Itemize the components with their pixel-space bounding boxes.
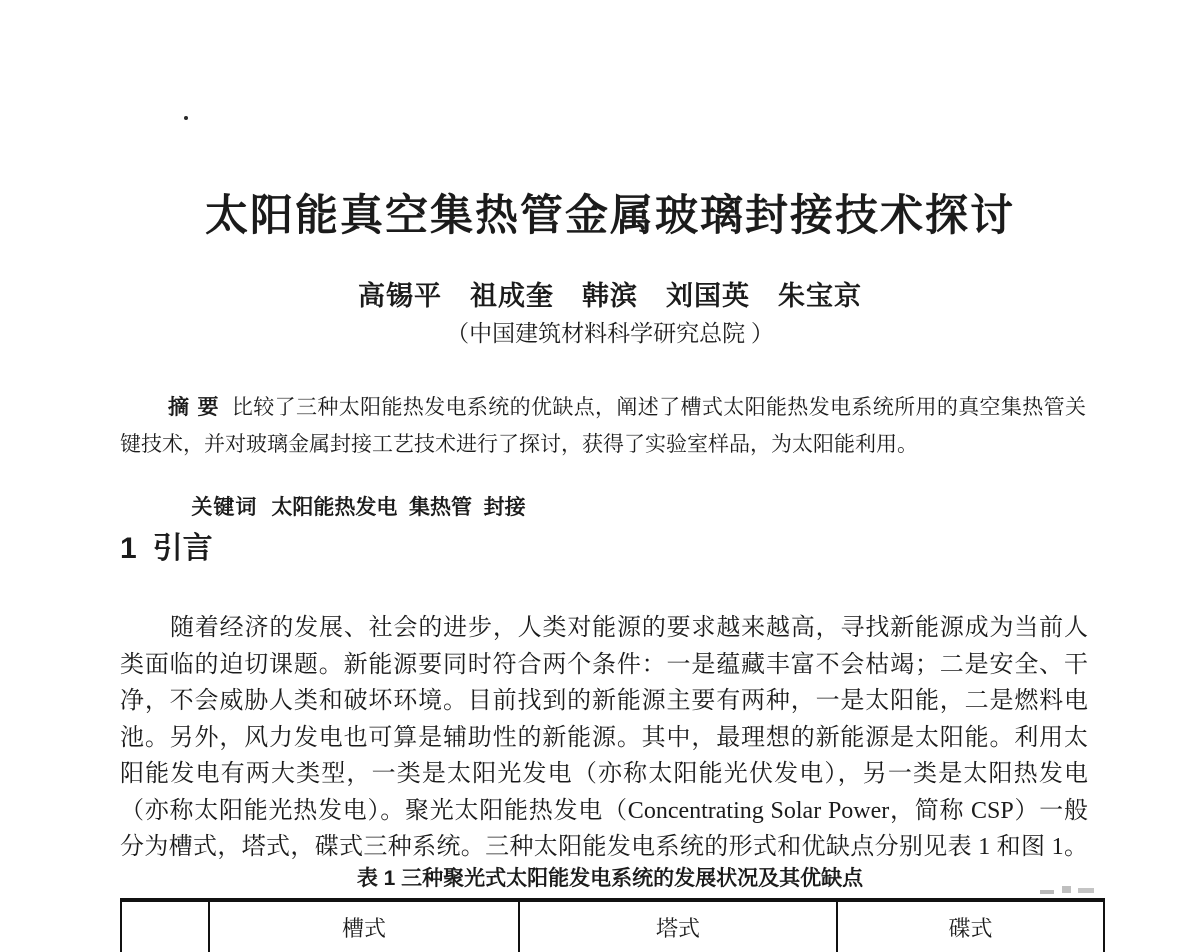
abstract-line-1 bbox=[120, 389, 1086, 426]
scan-noise bbox=[1078, 888, 1094, 893]
table-1-caption: 表 1 三种聚光式太阳能发电系统的发展状况及其优缺点 bbox=[356, 867, 864, 890]
table-1 bbox=[120, 898, 1105, 952]
authors-line: 高锡平 祖成奎 韩滨 刘国英 朱宝京 bbox=[358, 281, 862, 311]
body-line: 净，不会威胁人类和破坏环境。目前找到的新能源主要有两种，一是太阳能，二是燃料电 bbox=[120, 688, 1088, 714]
table-header-trough: 槽式 bbox=[341, 916, 386, 941]
intro-paragraph bbox=[120, 610, 1088, 866]
section-1-heading bbox=[120, 529, 213, 569]
table-vertical-border bbox=[1103, 901, 1105, 952]
body-line: 随着经济的发展、社会的进步，人类对能源的要求越来越高，寻找新能源成为当前人 bbox=[170, 615, 1088, 641]
body-line: （亦称太阳能光热发电）。聚光太阳能热发电（Concentrating Solar Power，简称 CSP）一般 bbox=[120, 797, 1088, 824]
body-line: 池。另外，风力发电也可算是辅助性的新能源。其中，最理想的新能源是太阳能。利用太 bbox=[120, 724, 1088, 751]
abstract-line-2: 键技术，并对玻璃金属封接工艺技术进行了探讨，获得了实验室样品，为太阳能利用。 bbox=[120, 432, 918, 456]
table-header-tower: 塔式 bbox=[655, 916, 700, 941]
table-top-border bbox=[120, 898, 1105, 902]
section-number: 1 bbox=[120, 532, 137, 565]
body-line: 分为槽式，塔式，碟式三种系统。三种太阳能发电系统的形式和优缺点分别见表 1 和图 1。 bbox=[120, 834, 1088, 860]
scan-noise bbox=[1040, 890, 1054, 894]
paper-title: 太阳能真空集热管金属玻璃封接技术探讨 bbox=[205, 192, 1015, 240]
keywords-terms: 太阳能热发电 集热管 封接 bbox=[271, 496, 526, 519]
affiliation-line: （中国建筑材料科学研究总院 ） bbox=[446, 321, 774, 346]
keywords-line bbox=[168, 466, 526, 550]
abstract-paragraph bbox=[120, 389, 1086, 463]
table-header-dish: 碟式 bbox=[948, 916, 993, 941]
section-title: 引言 bbox=[152, 532, 213, 565]
abstract-line-1-text: 比较了三种太阳能热发电系统的优缺点，阐述了槽式太阳能热发电系统所用的真空集热管关 bbox=[231, 395, 1086, 419]
keywords-label: 关键词 bbox=[191, 496, 258, 519]
abstract-label: 摘 要 bbox=[168, 396, 220, 419]
body-line: 阳能发电有两大类型，一类是太阳光发电（亦称太阳能光伏发电），另一类是太阳热发电 bbox=[120, 761, 1088, 787]
table-vertical-border bbox=[120, 901, 122, 952]
scan-speck bbox=[184, 116, 188, 120]
scan-noise bbox=[1062, 886, 1071, 893]
body-line: 类面临的迫切课题。新能源要同时符合两个条件：一是蕴藏丰富不会枯竭；二是安全、干 bbox=[120, 651, 1088, 678]
